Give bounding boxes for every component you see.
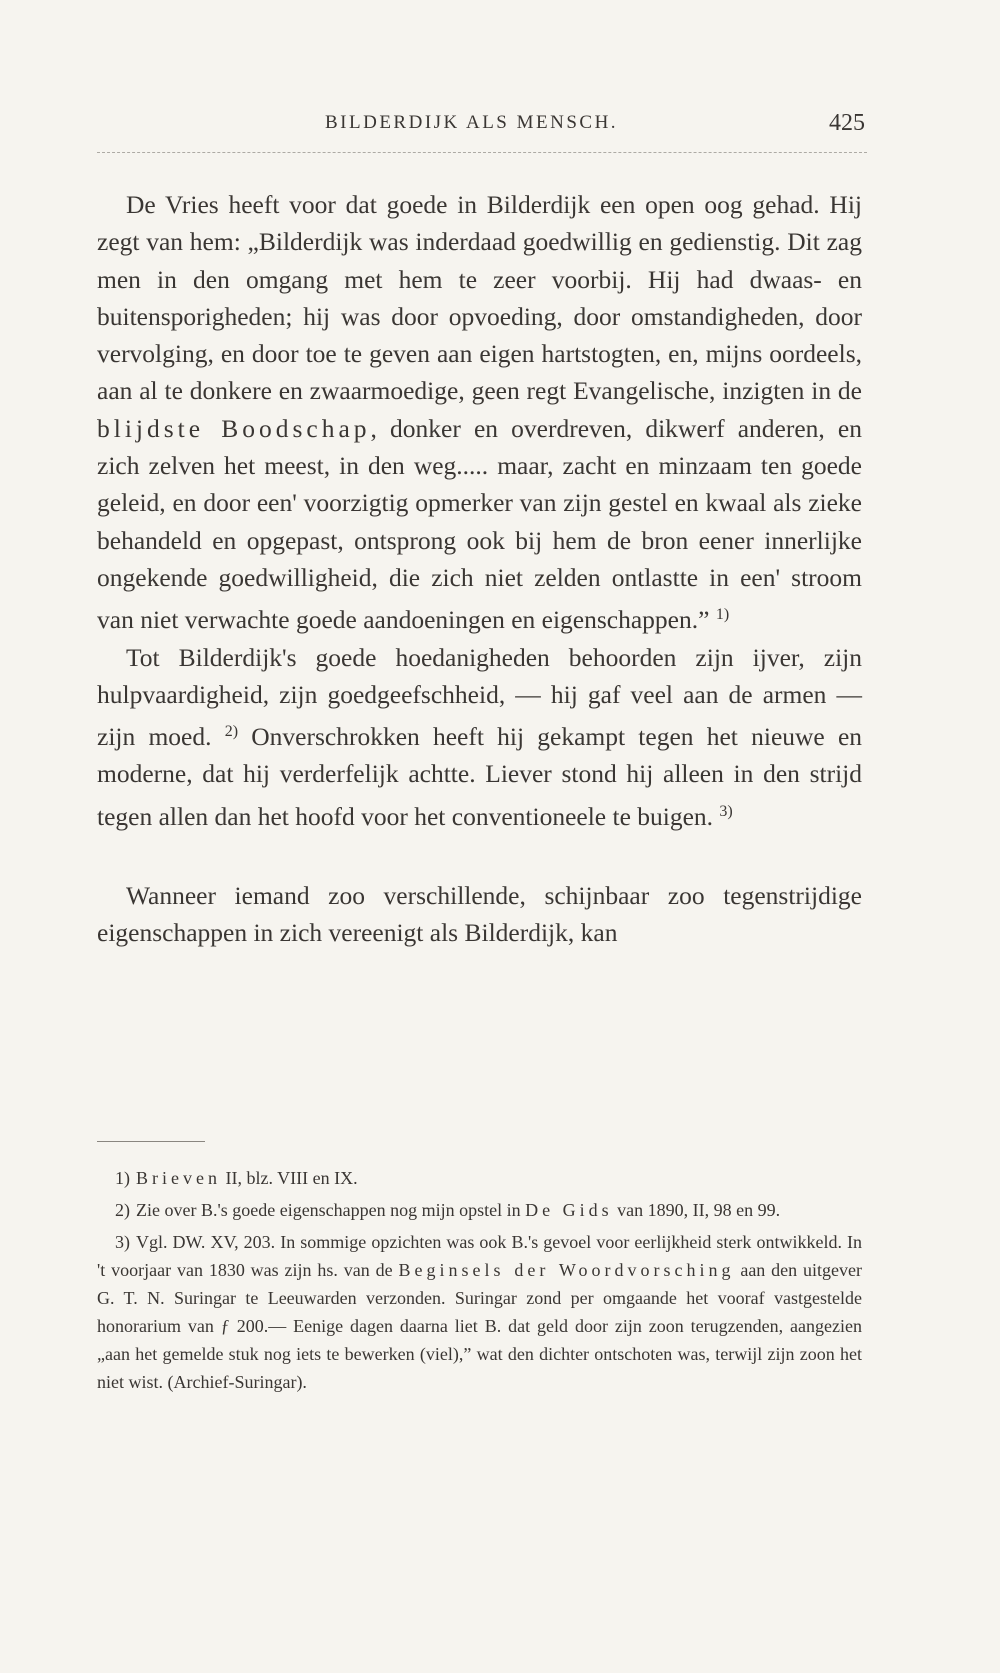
footnote-text: Vgl. DW. XV, 203. In sommige opzichten was ook B.'s gevoel voor eerlijkheid sterk ontwikkeld. In 't voorjaar van 1830 was zijn hs. van de xyxy=(97,1232,862,1280)
footnote-3 xyxy=(97,1228,862,1396)
footnote-ref-1: 1) xyxy=(715,606,730,624)
paragraph-2-text-b: Onverschrokken heeft hij gekampt tegen het nieuwe en moderne, dat hij verderfelijk achtte. Liever stond hij alleen in den strijd tegen allen dan het hoofd voor het conventioneele te buigen. xyxy=(97,722,863,831)
paragraph-2-text-a: Tot Bilderdijk's goede hoedanigheden behoorden zijn ijver, zijn hulpvaardigheid, zijn goedgeefschheid, — hij gaf veel aan de armen — zijn moed. xyxy=(97,642,862,752)
paragraph-1-text-b: , donker en overdreven, dikwerf anderen, en zich zelven het meest, in den weg..... maar, zacht en minzaam ten goede geleid, en door een' voorzigtig opmerker van zijn gestel en kwaal als zieke behandeld en opgepast, ontsprong ook bij hem de bron eener innerlijke ongekende goedwilligheid, die zich niet zelden ontlastte in een' stroom van niet verwachte goede aandoeningen en eigenschappen.” xyxy=(97,413,862,635)
footnote-number: 2) xyxy=(115,1200,130,1220)
footnotes xyxy=(97,1164,862,1400)
spaced-phrase: blijdste Boodschap xyxy=(97,413,371,443)
spaced-title: Beginsels der Woordvorsching xyxy=(398,1260,735,1280)
footnote-text: van 1890, II, 98 en 99. xyxy=(612,1200,781,1220)
page-header xyxy=(95,112,865,142)
footnote-text: aan den uitgever G. T. N. Suringar te Leeuwarden verzonden. Suringar zond per omgaande het vooraf vastgestelde honorarium van ƒ 200.— Eenige dagen daarna liet B. dat geld door zijn zoon terugzenden, aangezien „aan het gemelde stuk nog iets te bewerken (viel),” wat den dichter ontschoten was, terwijl zijn zoon het niet wist. (Archief-Suringar). xyxy=(97,1260,863,1392)
footnote-ref-3: 3) xyxy=(719,802,733,820)
footnote-1 xyxy=(97,1164,862,1192)
footnote-text: II, blz. VIII en IX. xyxy=(220,1168,358,1188)
running-head: BILDERDIJK ALS MENSCH. xyxy=(325,112,619,133)
footnote-number: 3) xyxy=(115,1232,130,1252)
header-rule xyxy=(97,152,867,153)
page-number: 425 xyxy=(829,110,865,136)
footnote-rule xyxy=(97,1141,205,1142)
paragraph-1-text-a: De Vries heeft voor dat goede in Bilderdijk een open oog gehad. Hij zegt van hem: „Bilderdijk was inderdaad goedwillig en gedienstig. Dit zag men in den omgang met hem te zeer voorbij. Hij had dwaas- en buitensporigheden; hij was door opvoeding, door omstandigheden, door vervolging, en door toe te geven aan eigen hartstogten, en, mijns oordeels, aan al te donkere en zwaarmoedige, geen regt Evangelische, inzigten in de xyxy=(97,190,862,406)
footnote-ref-2: 2) xyxy=(224,723,239,741)
paragraph-2 xyxy=(97,639,862,835)
main-text xyxy=(97,186,862,952)
paragraph-1 xyxy=(97,186,862,639)
footnote-2 xyxy=(97,1196,862,1224)
spaced-title: De Gids xyxy=(525,1200,613,1220)
spaced-title: Brieven xyxy=(136,1168,221,1188)
section-gap xyxy=(97,835,862,877)
footnote-text: Zie over B.'s goede eigenschappen nog mijn opstel in xyxy=(136,1200,526,1220)
footnote-number: 1) xyxy=(115,1168,130,1188)
paragraph-3: Wanneer iemand zoo verschillende, schijnbaar zoo tegenstrijdige eigenschappen in zich vereenigt als Bilderdijk, kan xyxy=(97,881,862,948)
